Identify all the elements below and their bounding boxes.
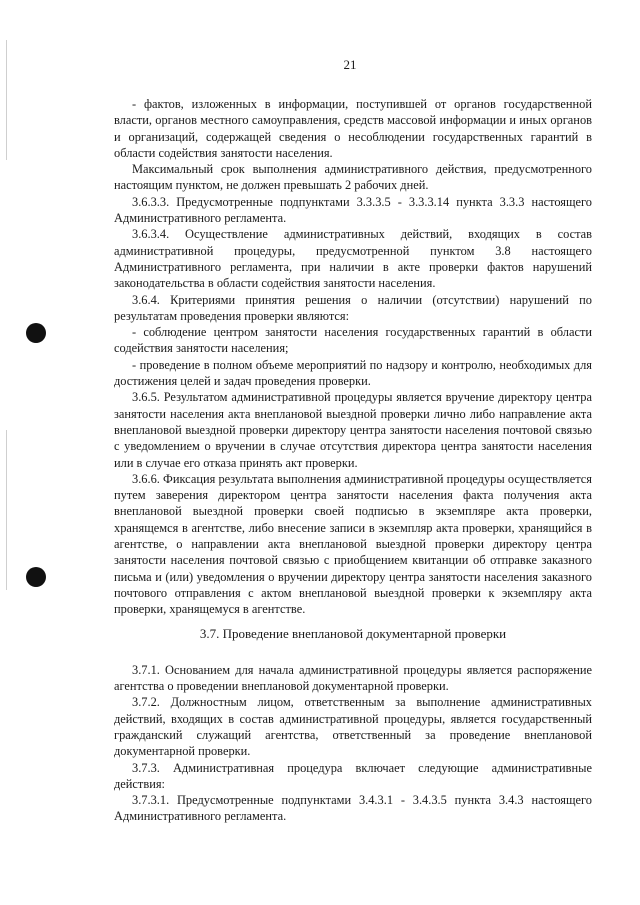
punch-hole: [26, 567, 46, 587]
paragraph: 3.6.5. Результатом административной процедуры является вручение директору центра занятости населения акта внеплановой выездной проверки лично либо направление акта внеплановой выездной проверки директору центра занятости населения почтовой связью с уведомлением о вручении в случае отсутствия директора центра занятости населения или в случае его отказа принять акт проверки.: [114, 390, 592, 470]
paragraph: - соблюдение центром занятости населения государственных гарантий в области содействия занятости населения;: [114, 325, 592, 356]
paragraph: 3.6.4. Критериями принятия решения о наличии (отсутствии) нарушений по результатам проведения проверки являются:: [114, 292, 592, 323]
paragraph: 3.7.3. Административная процедура включает следующие административные действия:: [114, 760, 592, 791]
paragraph: 3.6.6. Фиксация результата выполнения административной процедуры осуществляется путем заверения директором центра занятости населения факта получения акта внеплановой выездной проверки своей подписью в экземпляре акта проверки, хранящемся в агентстве, либо внесение записи в экземпляр акта проверки, хранящийся в агентстве, о направлении акта внеплановой выездной проверки директору центра занятости населения почтовой связью с приобщением квитанции об отправке заказного письма и (или) уведомления о вручении директору центра занятости населения заказного почтового отправления с актом внеплановой выездной проверки к экземпляру акта проверки, хранящемуся в агентстве.: [114, 471, 592, 617]
paragraph: 3.6.3.4. Осуществление административных действий, входящих в состав административной процедуры, предусмотренной пунктом 3.8 настоящего Административного регламента, при наличии в акте проверки фактов нарушений законодательства в области содействия занятости населения.: [114, 227, 592, 291]
paragraph: - проведение в полном объеме мероприятий по надзору и контролю, необходимых для достижения целей и задач проведения проверки.: [114, 357, 592, 389]
section-title: 3.7. Проведение внеплановой документарной проверки: [199, 625, 507, 641]
paragraph: 3.7.2. Должностным лицом, ответственным за выполнение административных действий, входящих в состав административной процедуры, является государственный гражданский служащий агентства, ответственный за проведение внеплановой документарной проверки.: [114, 695, 592, 759]
page-number: 21: [343, 57, 357, 72]
punch-hole: [26, 323, 46, 343]
paragraph: 3.6.3.3. Предусмотренные подпунктами 3.3.3.5 - 3.3.3.14 пункта 3.3.3 настоящего Административного регламента.: [114, 194, 592, 226]
scan-edge-mark: [6, 430, 7, 590]
document-body: [114, 96, 592, 825]
paragraph: 3.7.1. Основанием для начала административной процедуры является распоряжение агентства о проведении внеплановой документарной проверки.: [114, 662, 592, 694]
paragraph: Максимальный срок выполнения административного действия, предусмотренного настоящим пунктом, не должен превышать 2 рабочих дней.: [114, 162, 592, 193]
paragraph: 3.7.3.1. Предусмотренные подпунктами 3.4.3.1 - 3.4.3.5 пункта 3.4.3 настоящего Административного регламента.: [114, 793, 592, 824]
paragraph: - фактов, изложенных в информации, поступившей от органов государственной власти, органов местного самоуправления, средств массовой информации и иных органов и организаций, содержащей сведения о несоблюдении государственных гарантий в области содействия занятости населения.: [114, 97, 592, 160]
